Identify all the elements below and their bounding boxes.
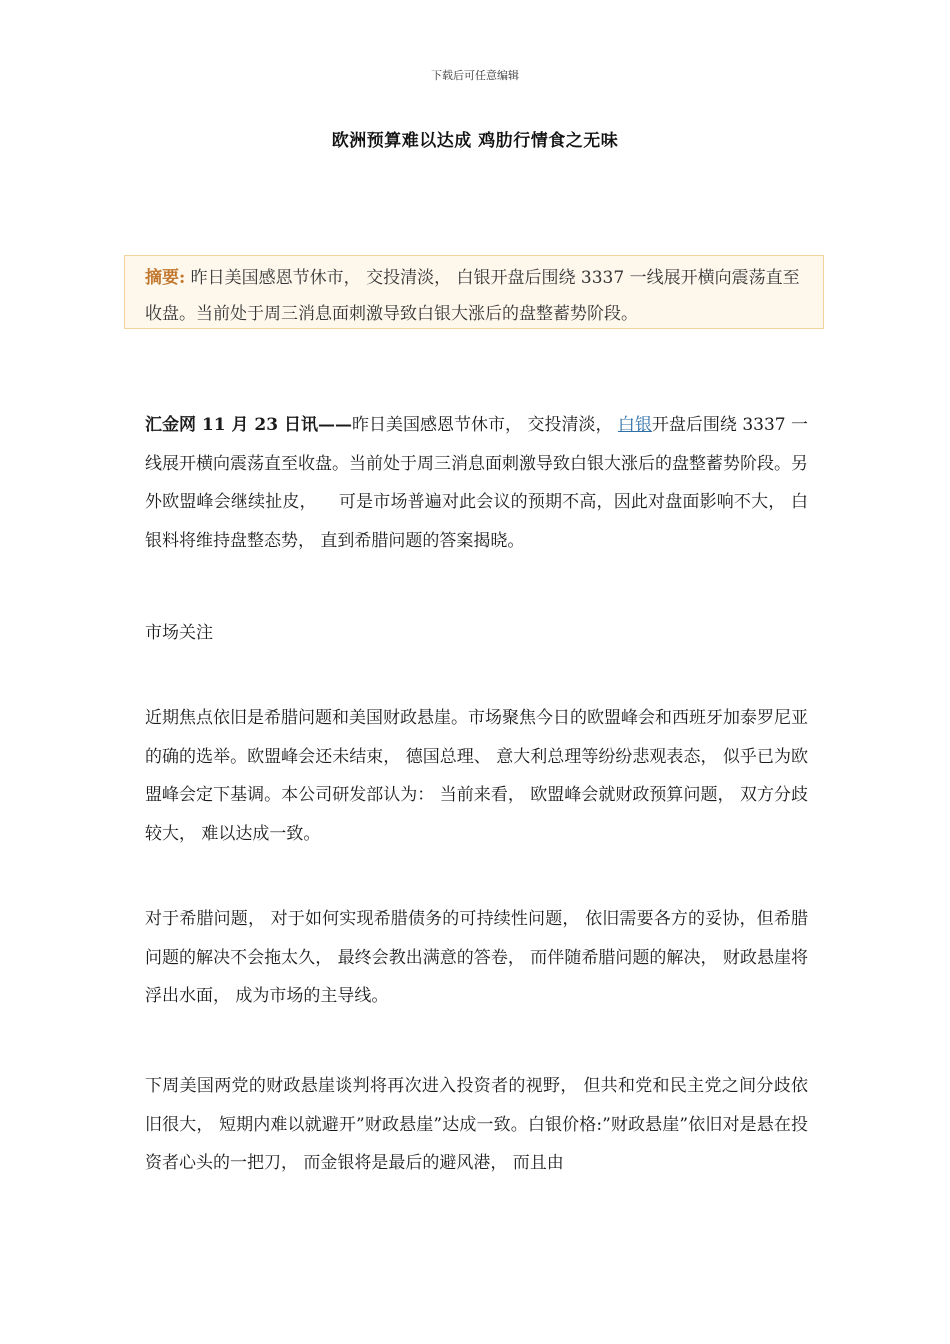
header-note: 下载后可任意编辑	[431, 69, 519, 82]
paragraph-greece: 对于希腊问题， 对于如何实现希腊债务的可持续性问题， 依旧需要各方的妥协，但希腊问题的解决不会拖太久， 最终会教出满意的答卷， 而伴随希腊问题的解决， 财政悬崖将浮出水面， 成为市场的主导线。	[145, 909, 808, 1006]
dateline: 汇金网 11 月 23 日讯——	[145, 415, 353, 435]
paragraph-lead-text-c: 可是市场普遍对此会议的预期不高，因此对盘面影响不大， 白银料将维持盘整态势， 直到希腊问题的答案揭晓。	[145, 492, 809, 551]
abstract-box	[124, 255, 824, 329]
document-title: 欧洲预算难以达成 鸡肋行情食之无味	[331, 131, 619, 151]
paragraph-lead-text-a: 昨日美国感恩节休市， 交投清淡，	[352, 415, 618, 435]
paragraph-lead-text-b: 开盘后围绕 3337 一线展开横向震荡直至收盘。当前处于周三消息面刺激导致白银大涨后的盘整蓄势阶段。另外欧盟峰会继续扯皮，	[145, 415, 809, 512]
silver-link[interactable]: 白银	[617, 415, 652, 435]
paragraph-lead	[145, 406, 808, 560]
section-heading-market-focus: 市场关注	[145, 623, 213, 643]
abstract-label: 摘要:	[145, 268, 186, 288]
abstract-text: 昨日美国感恩节休市， 交投清淡， 白银开盘后围绕 3337 一线展开横向震荡直至收盘。当前处于周三消息面刺激导致白银大涨后的盘整蓄势阶段。	[145, 268, 800, 324]
paragraph-fiscal-cliff: 下周美国两党的财政悬崖谈判将再次进入投资者的视野， 但共和党和民主党之间分歧依旧很大， 短期内难以就避开”财政悬崖”达成一致。白银价格:”财政悬崖”依旧对是悬在投资者心头的一把刀， 而金银将是最后的避风港， 而且由	[145, 1076, 808, 1173]
paragraph-focus: 近期焦点依旧是希腊问题和美国财政悬崖。市场聚焦今日的欧盟峰会和西班牙加泰罗尼亚的确的选举。欧盟峰会还未结束， 德国总理、 意大利总理等纷纷悲观表态， 似乎已为欧盟峰会定下基调。本公司研发部认为： 当前来看， 欧盟峰会就财政预算问题， 双方分歧较大， 难以达成一致。	[145, 708, 808, 844]
